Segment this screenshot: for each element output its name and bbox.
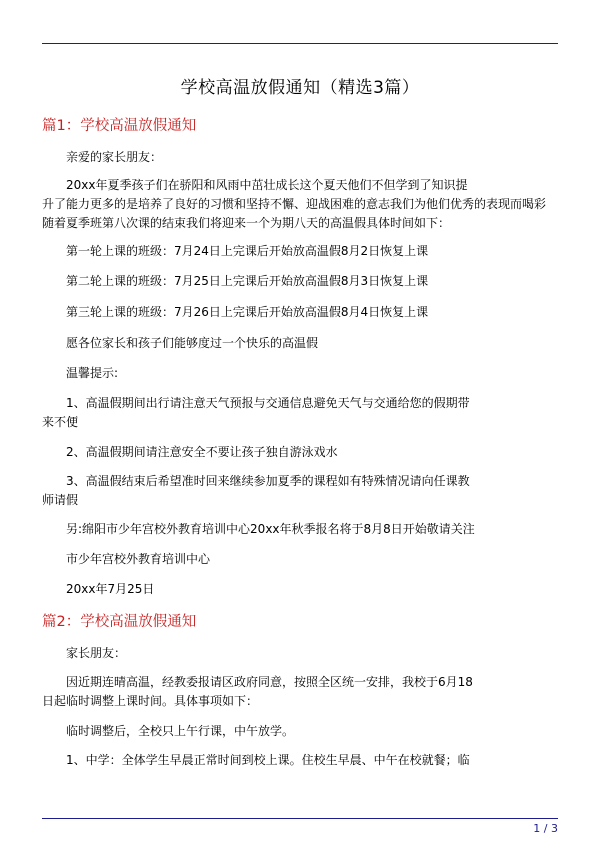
- section-1-round-2: [42, 272, 558, 291]
- bottom-rule: [42, 818, 558, 819]
- section-1-round-3: [42, 303, 558, 322]
- section-1-intro: [42, 176, 558, 233]
- round-3-text: 第三轮上课的班级：7月26日上完课后开始放高温假8月4日恢复上课: [66, 305, 429, 319]
- section-1-round-1: [42, 242, 558, 261]
- section-1-note: [42, 520, 558, 539]
- section-2-greeting: [42, 644, 558, 663]
- page-number: 1 / 3: [533, 822, 558, 835]
- tips-label-text: 温馨提示:: [66, 366, 119, 380]
- tip-2-text: 2、高温假期间请注意安全不要让孩子独自游泳戏水: [66, 445, 338, 459]
- section-2-adjust: [42, 722, 558, 741]
- intro-line-3: 随着夏季班第八次课的结束我们将迎来一个为期八天的高温假具体时间如下：: [42, 216, 451, 230]
- section-1-tip-2: [42, 443, 558, 462]
- greeting-2-text: 家长朋友：: [66, 646, 127, 660]
- section-1-tip-1: [42, 394, 558, 432]
- section-1-signature: [42, 550, 558, 569]
- section-2-heading: 篇2：学校高温放假通知: [42, 614, 197, 630]
- section-1-date: [42, 580, 558, 599]
- section-1-heading: 篇1：学校高温放假通知: [42, 118, 197, 134]
- intro-2-line-2: 日起临时调整上课时间。具体事项如下：: [42, 694, 259, 708]
- top-rule: [42, 43, 558, 44]
- intro-line-1: 20xx年夏季孩子们在骄阳和风雨中茁壮成长这个夏天他们不但学到了知识提: [66, 178, 468, 192]
- document-title: 学校高温放假通知（精选3篇）: [180, 78, 420, 98]
- greeting-text: 亲爱的家长朋友：: [66, 150, 163, 164]
- section-2-item-1: [42, 751, 558, 770]
- round-2-text: 第二轮上课的班级：7月25日上完课后开始放高温假8月3日恢复上课: [66, 274, 429, 288]
- section-1-greeting: [42, 148, 558, 167]
- date-text: 20xx年7月25日: [66, 582, 155, 596]
- section-2-intro: [42, 673, 558, 711]
- intro-line-2: 升了能力更多的是培养了良好的习惯和坚持不懈、迎战困难的意志我们为他们优秀的表现而喝彩: [42, 197, 547, 211]
- intro-2-line-1: 因近期连晴高温，经教委报请区政府同意，按照全区统一安排，我校于6月18: [66, 675, 473, 689]
- tip-1-line-1: 1、高温假期间出行请注意天气预报与交通信息避免天气与交通给您的假期带: [66, 396, 470, 410]
- wish-text: 愿各位家长和孩子们能够度过一个快乐的高温假: [66, 336, 319, 350]
- section-1-tips-label: [42, 364, 558, 383]
- section-1-wish: [42, 334, 558, 353]
- round-1-text: 第一轮上课的班级：7月24日上完课后开始放高温假8月2日恢复上课: [66, 244, 429, 258]
- note-text: 另:绵阳市少年宫校外教育培训中心20xx年秋季报名将于8月8日开始敬请关注: [66, 522, 475, 536]
- tip-3-line-2: 师请假: [42, 493, 79, 507]
- item-1-text: 1、中学：全体学生早晨正常时间到校上课。住校生早晨、中午在校就餐；临: [66, 753, 470, 767]
- tip-3-line-1: 3、高温假结束后希望准时回来继续参加夏季的课程如有特殊情况请向任课教: [66, 474, 470, 488]
- signature-text: 市少年宫校外教育培训中心: [66, 552, 211, 566]
- tip-1-line-2: 来不便: [42, 415, 79, 429]
- section-1-tip-3: [42, 472, 558, 510]
- adjust-text: 临时调整后，全校只上午行课，中午放学。: [66, 724, 295, 738]
